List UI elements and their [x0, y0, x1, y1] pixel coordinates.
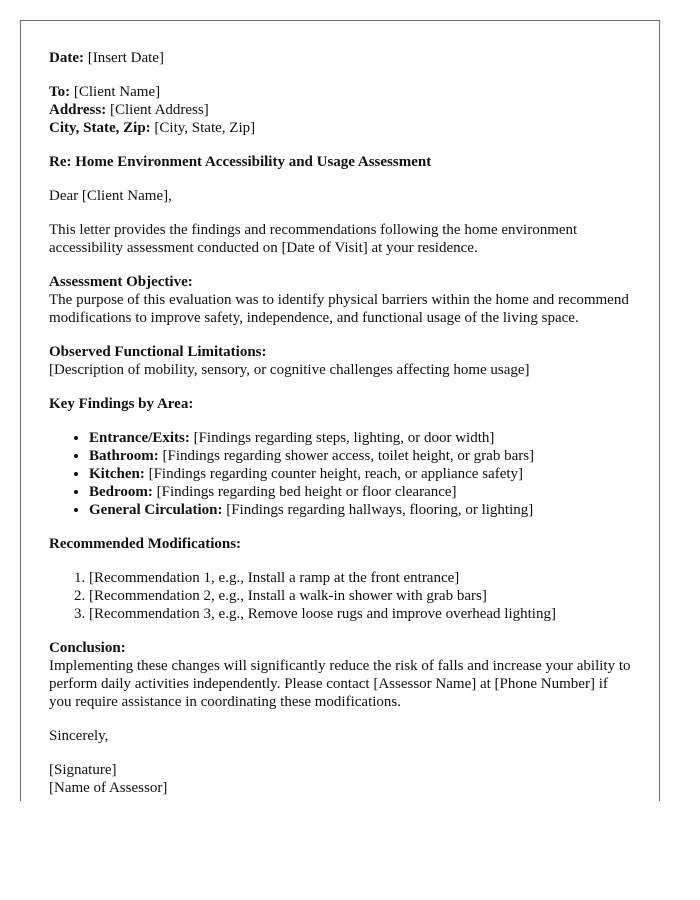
- list-item: 2. [Recommendation 2, e.g., Install a walk-in shower with grab bars]: [89, 587, 631, 605]
- date-value: [Insert Date]: [87, 50, 164, 66]
- address-line: [49, 101, 631, 119]
- letter-page: [20, 20, 660, 801]
- recommendations-list: [49, 569, 631, 623]
- objective-section: [49, 273, 631, 327]
- conclusion-heading: Conclusion:: [49, 640, 126, 656]
- finding-label: Bedroom:: [89, 484, 153, 500]
- signature-block: [49, 761, 631, 797]
- findings-heading-para: [49, 395, 631, 413]
- list-item: 3. [Recommendation 3, e.g., Remove loose rugs and improve overhead lighting]: [89, 605, 631, 623]
- finding-text: [Findings regarding counter height, reach, or appliance safety]: [144, 466, 524, 482]
- city-value: [City, State, Zip]: [154, 120, 256, 136]
- conclusion-section: [49, 639, 631, 711]
- findings-list: [49, 429, 631, 519]
- recommendations-heading-para: [49, 535, 631, 553]
- date-label: Date:: [49, 50, 84, 66]
- limitations-text: [Description of mobility, sensory, or cognitive challenges affecting home usage]: [49, 362, 530, 378]
- limitations-heading: Observed Functional Limitations:: [49, 344, 267, 360]
- finding-label: Kitchen:: [89, 466, 145, 482]
- to-label: To:: [49, 84, 71, 100]
- subject-text: Re: Home Environment Accessibility and Usage Assessment: [49, 154, 432, 170]
- to-value: [Client Name]: [73, 84, 161, 100]
- address-label: Address:: [49, 102, 107, 118]
- finding-label: Bathroom:: [89, 448, 159, 464]
- objective-heading: Assessment Objective:: [49, 274, 193, 290]
- objective-text: The purpose of this evaluation was to identify physical barriers within the home and recommend modifications to improve safety, independence, and functional usage of the living space.: [49, 292, 629, 326]
- finding-label: General Circulation:: [89, 502, 223, 518]
- limitations-section: [49, 343, 631, 379]
- finding-text: [Findings regarding steps, lighting, or door width]: [189, 430, 495, 446]
- city-label: City, State, Zip:: [49, 120, 151, 136]
- finding-text: [Findings regarding bed height or floor clearance]: [152, 484, 457, 500]
- findings-heading: Key Findings by Area:: [49, 396, 194, 412]
- conclusion-text: Implementing these changes will significantly reduce the risk of falls and increase your ability to perform daily activities independently. Please contact [Assessor Name] at [Phone Number] if you require assistance in coordinating these modifications.: [49, 658, 631, 710]
- list-item: 1. [Recommendation 1, e.g., Install a ramp at the front entrance]: [89, 569, 631, 587]
- recommendations-heading: Recommended Modifications:: [49, 536, 242, 552]
- list-item: [89, 447, 631, 465]
- letter-content: [21, 21, 659, 797]
- recipient-block: [49, 83, 631, 137]
- finding-text: [Findings regarding hallways, flooring, or lighting]: [222, 502, 534, 518]
- list-item: [89, 483, 631, 501]
- date-line: [49, 49, 631, 67]
- list-item: [89, 501, 631, 519]
- subject-line: [49, 153, 631, 171]
- closing: Sincerely,: [49, 728, 109, 744]
- to-line: [49, 83, 631, 101]
- intro-paragraph: This letter provides the findings and recommendations following the home environment accessibility assessment conducted on [Date of Visit] at your residence.: [49, 222, 578, 256]
- city-line: [49, 119, 631, 137]
- salutation: Dear [Client Name],: [49, 188, 172, 204]
- assessor-name: [Name of Assessor]: [49, 780, 168, 796]
- list-item: [89, 465, 631, 483]
- finding-text: [Findings regarding shower access, toilet height, or grab bars]: [158, 448, 535, 464]
- finding-label: Entrance/Exits:: [89, 430, 190, 446]
- address-value: [Client Address]: [109, 102, 209, 118]
- list-item: [89, 429, 631, 447]
- signature: [Signature]: [49, 762, 117, 778]
